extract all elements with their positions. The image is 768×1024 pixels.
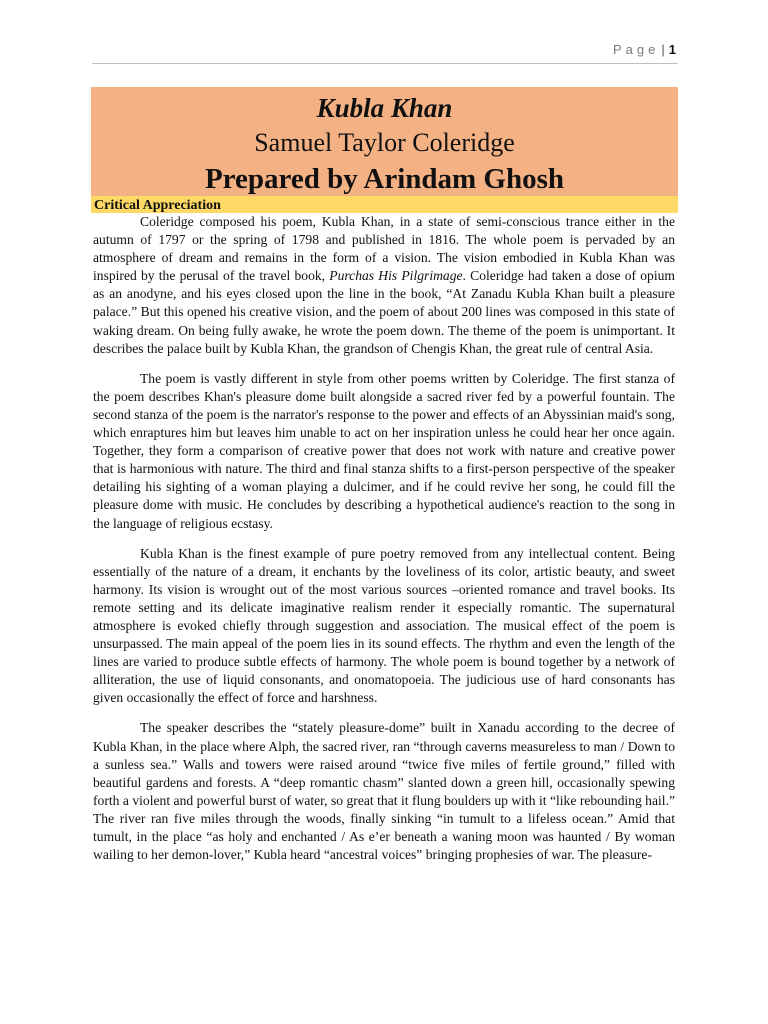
poem-title: Kubla Khan xyxy=(316,93,453,123)
page-separator: | xyxy=(661,42,665,57)
paragraph-1-text-b: . Coleridge had taken a dose of opium as an anodyne, and his eyes closed upon the line in the book, “At Zanadu Kubla Khan built a pleasure palace.” But this opened his creative vision, and the poem of about 200 lines was composed in this state of waking dream. On being fully awake, he wrote the poem down. The theme of the poem is unimportant. It describes the palace built by Kubla Khan, the grandson of Chengis Khan, the great rule of central Asia. xyxy=(93,268,676,356)
paragraph-3: Kubla Khan is the finest example of pure poetry removed from any intellectual content. Being essentially of the nature of a dream, it enchants by the loveliness of its color, artistic beauty, and sweet harmony. Its vision is wrought out of the most various sources –oriented romance and travel books. Its remote setting and its delicate imaginative realism render it especially romantic. The supernatural atmosphere is evoked chiefly through suggestion and association. The musical effect of the poem is unsurpassed. The main appeal of the poem lies in its sound effects. The rhythm and even the length of the lines are varied to produce subtle effects of harmony. The whole poem is bound together by a network of alliteration, the use of liquid consonants, and onomatopoeia. The judicious use of hard consonants has given occasionally the effect of force and harshness. xyxy=(93,545,675,706)
author-name: Samuel Taylor Coleridge xyxy=(254,128,515,157)
book-title: Purchas His Pilgrimage xyxy=(329,268,463,284)
page-number: 1 xyxy=(668,42,676,57)
header-rule xyxy=(92,63,678,64)
document-body xyxy=(93,213,675,876)
page-label: Page xyxy=(613,42,660,57)
paragraph-2: The poem is vastly different in style from other poems written by Coleridge. The first stanza of the poem describes Khan's pleasure dome built alongside a sacred river fed by a powerful fountain. The second stanza of the poem is the narrator's response to the power and effects of an Abyssinian maid's song, which enraptures him but leaves him unable to act on her inspiration unless he could hear her once again. Together, they form a comparison of creative power that does not work with nature and creative power that is harmonious with nature. The third and final stanza shifts to a first-person perspective of the speaker detailing his sighting of a woman playing a dulcimer, and if he could revive her song, he could fill the pleasure dome with music. He concludes by describing a hypothetical audience's reaction to the song in the language of religious ecstasy. xyxy=(93,370,675,531)
paragraph-1-text-a: Coleridge composed his poem, Kubla Khan, in a state of semi-conscious trance either in the autumn of 1797 or the spring of 1798 and published in 1816. The whole poem is pervaded by an atmosphere of dream and remains in the form of a vision. The vision embodied in Kubla Khan was inspired by the perusal of the travel book, xyxy=(93,214,675,284)
prepared-by: Prepared by Arindam Ghosh xyxy=(204,163,565,195)
section-heading-bar xyxy=(91,196,678,213)
title-block xyxy=(91,87,678,196)
section-heading: Critical Appreciation xyxy=(94,198,221,213)
page-header xyxy=(613,42,676,57)
paragraph-4: The speaker describes the “stately pleasure-dome” built in Xanadu according to the decree of Kubla Khan, in the place where Alph, the sacred river, ran “through caverns measureless to man / Down to a sunless sea.” Walls and towers were raised around “twice five miles of fertile ground,” filled with beautiful gardens and forests. A “deep romantic chasm” slanted down a green hill, occasionally spewing forth a violent and powerful burst of water, so great that it flung boulders up with it “like rebounding hail.” The river ran five miles through the woods, finally sinking “in tumult to a lifeless ocean.” Amid that tumult, in the place “as holy and enchanted / As e’er beneath a waning moon was haunted / By woman wailing to her demon-lover,” Kubla heard “ancestral voices” bringing prophesies of war. The pleasure- xyxy=(93,720,675,863)
paragraph-1 xyxy=(93,213,675,358)
